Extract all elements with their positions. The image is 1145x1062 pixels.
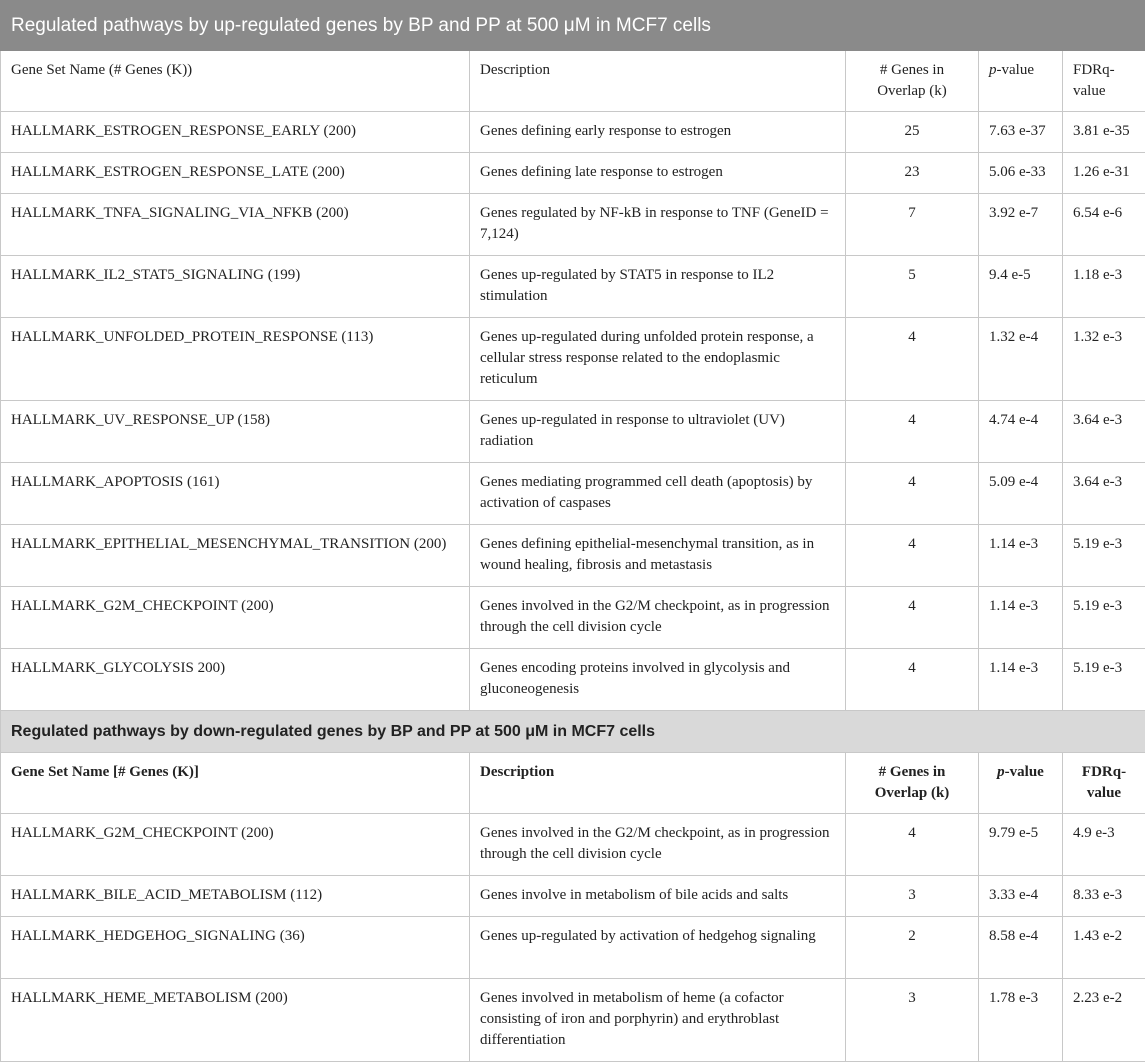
table-row	[1, 153, 1145, 194]
header-fdr: FDRq-value	[1063, 753, 1145, 814]
gene-set-cell: HALLMARK_UNFOLDED_PROTEIN_RESPONSE (113)	[1, 318, 470, 401]
table-row	[1, 917, 1145, 979]
fdr-cell: 1.43 e-2	[1063, 917, 1145, 979]
p-value-cell: 1.14 e-3	[979, 649, 1063, 711]
p-value-cell: 4.74 e-4	[979, 401, 1063, 463]
gene-set-cell: HALLMARK_ESTROGEN_RESPONSE_LATE (200)	[1, 153, 470, 194]
overlap-cell: 7	[846, 194, 979, 256]
overlap-cell: 4	[846, 649, 979, 711]
fdr-cell: 6.54 e-6	[1063, 194, 1145, 256]
fdr-cell: 1.18 e-3	[1063, 256, 1145, 318]
header-p-value	[979, 51, 1063, 112]
p-italic: p	[997, 764, 1005, 780]
fdr-cell: 8.33 e-3	[1063, 876, 1145, 917]
header-gene-set: Gene Set Name [# Genes (K)]	[1, 753, 470, 814]
gene-set-cell: HALLMARK_BILE_ACID_METABOLISM (112)	[1, 876, 470, 917]
p-value-cell: 1.14 e-3	[979, 525, 1063, 587]
gene-set-cell: HALLMARK_EPITHELIAL_MESENCHYMAL_TRANSITION (200)	[1, 525, 470, 587]
fdr-cell: 1.26 e-31	[1063, 153, 1145, 194]
gene-set-cell: HALLMARK_APOPTOSIS (161)	[1, 463, 470, 525]
overlap-cell: 3	[846, 876, 979, 917]
description-cell: Genes involved in the G2/M checkpoint, as in progression through the cell division cycle	[470, 587, 846, 649]
header-description: Description	[470, 753, 846, 814]
overlap-cell: 4	[846, 814, 979, 876]
description-cell: Genes encoding proteins involved in glycolysis and gluconeogenesis	[470, 649, 846, 711]
fdr-cell: 3.81 e-35	[1063, 112, 1145, 153]
overlap-cell: 5	[846, 256, 979, 318]
table-row	[1, 587, 1145, 649]
header-description: Description	[470, 51, 846, 112]
fdr-cell: 2.23 e-2	[1063, 979, 1145, 1062]
gene-set-cell: HALLMARK_HEME_METABOLISM (200)	[1, 979, 470, 1062]
table-row	[1, 463, 1145, 525]
table-row	[1, 112, 1145, 153]
gene-set-cell: HALLMARK_ESTROGEN_RESPONSE_EARLY (200)	[1, 112, 470, 153]
down-header-row	[1, 753, 1145, 814]
overlap-cell: 2	[846, 917, 979, 979]
header-fdr: FDRq-value	[1063, 51, 1145, 112]
fdr-cell: 5.19 e-3	[1063, 649, 1145, 711]
gene-set-cell: HALLMARK_TNFA_SIGNALING_VIA_NFKB (200)	[1, 194, 470, 256]
p-suffix: -value	[1005, 764, 1044, 780]
gene-set-cell: HALLMARK_G2M_CHECKPOINT (200)	[1, 587, 470, 649]
description-cell: Genes defining early response to estrogen	[470, 112, 846, 153]
down-caption-row	[1, 711, 1145, 753]
p-value-cell: 1.14 e-3	[979, 587, 1063, 649]
table-row	[1, 979, 1145, 1062]
table-row	[1, 194, 1145, 256]
p-value-cell: 8.58 e-4	[979, 917, 1063, 979]
gene-set-cell: HALLMARK_HEDGEHOG_SIGNALING (36)	[1, 917, 470, 979]
p-value-cell: 3.33 e-4	[979, 876, 1063, 917]
description-cell: Genes involved in the G2/M checkpoint, as in progression through the cell division cycle	[470, 814, 846, 876]
p-value-cell: 1.78 e-3	[979, 979, 1063, 1062]
overlap-cell: 4	[846, 587, 979, 649]
p-value-cell: 9.4 e-5	[979, 256, 1063, 318]
gene-set-cell: HALLMARK_G2M_CHECKPOINT (200)	[1, 814, 470, 876]
description-cell: Genes regulated by NF-kB in response to TNF (GeneID = 7,124)	[470, 194, 846, 256]
table-row	[1, 814, 1145, 876]
p-value-cell: 3.92 e-7	[979, 194, 1063, 256]
description-cell: Genes defining epithelial-mesenchymal transition, as in wound healing, fibrosis and metastasis	[470, 525, 846, 587]
description-cell: Genes up-regulated by activation of hedgehog signaling	[470, 917, 846, 979]
table-row	[1, 318, 1145, 401]
p-value-cell: 7.63 e-37	[979, 112, 1063, 153]
p-italic: p	[989, 62, 997, 78]
fdr-cell: 5.19 e-3	[1063, 587, 1145, 649]
description-cell: Genes up-regulated by STAT5 in response to IL2 stimulation	[470, 256, 846, 318]
overlap-cell: 23	[846, 153, 979, 194]
fdr-cell: 1.32 e-3	[1063, 318, 1145, 401]
p-value-cell: 5.06 e-33	[979, 153, 1063, 194]
overlap-cell: 4	[846, 463, 979, 525]
description-cell: Genes involved in metabolism of heme (a cofactor consisting of iron and porphyrin) and erythroblast differentiation	[470, 979, 846, 1062]
gene-set-cell: HALLMARK_IL2_STAT5_SIGNALING (199)	[1, 256, 470, 318]
table-row	[1, 256, 1145, 318]
description-cell: Genes mediating programmed cell death (apoptosis) by activation of caspases	[470, 463, 846, 525]
gene-set-cell: HALLMARK_UV_RESPONSE_UP (158)	[1, 401, 470, 463]
header-p-value	[979, 753, 1063, 814]
fdr-cell: 5.19 e-3	[1063, 525, 1145, 587]
p-value-cell: 9.79 e-5	[979, 814, 1063, 876]
overlap-cell: 4	[846, 318, 979, 401]
p-value-cell: 1.32 e-4	[979, 318, 1063, 401]
header-gene-set: Gene Set Name (# Genes (K))	[1, 51, 470, 112]
header-overlap: # Genes in Overlap (k)	[846, 51, 979, 112]
p-suffix: -value	[997, 62, 1034, 78]
overlap-cell: 25	[846, 112, 979, 153]
description-cell: Genes involve in metabolism of bile acids and salts	[470, 876, 846, 917]
fdr-cell: 3.64 e-3	[1063, 463, 1145, 525]
overlap-cell: 3	[846, 979, 979, 1062]
up-caption-row	[1, 1, 1145, 51]
table-row	[1, 876, 1145, 917]
table-row	[1, 525, 1145, 587]
overlap-cell: 4	[846, 525, 979, 587]
description-cell: Genes defining late response to estrogen	[470, 153, 846, 194]
table-row	[1, 401, 1145, 463]
down-table-caption: Regulated pathways by down-regulated genes by BP and PP at 500 μM in MCF7 cells	[1, 711, 1145, 753]
overlap-cell: 4	[846, 401, 979, 463]
fdr-cell: 4.9 e-3	[1063, 814, 1145, 876]
table-row	[1, 649, 1145, 711]
up-header-row	[1, 51, 1145, 112]
p-value-cell: 5.09 e-4	[979, 463, 1063, 525]
header-overlap: # Genes in Overlap (k)	[846, 753, 979, 814]
gene-set-cell: HALLMARK_GLYCOLYSIS 200)	[1, 649, 470, 711]
up-table-caption: Regulated pathways by up-regulated genes by BP and PP at 500 μM in MCF7 cells	[1, 1, 1145, 51]
description-cell: Genes up-regulated in response to ultraviolet (UV) radiation	[470, 401, 846, 463]
fdr-cell: 3.64 e-3	[1063, 401, 1145, 463]
description-cell: Genes up-regulated during unfolded protein response, a cellular stress response related to the endoplasmic reticulum	[470, 318, 846, 401]
